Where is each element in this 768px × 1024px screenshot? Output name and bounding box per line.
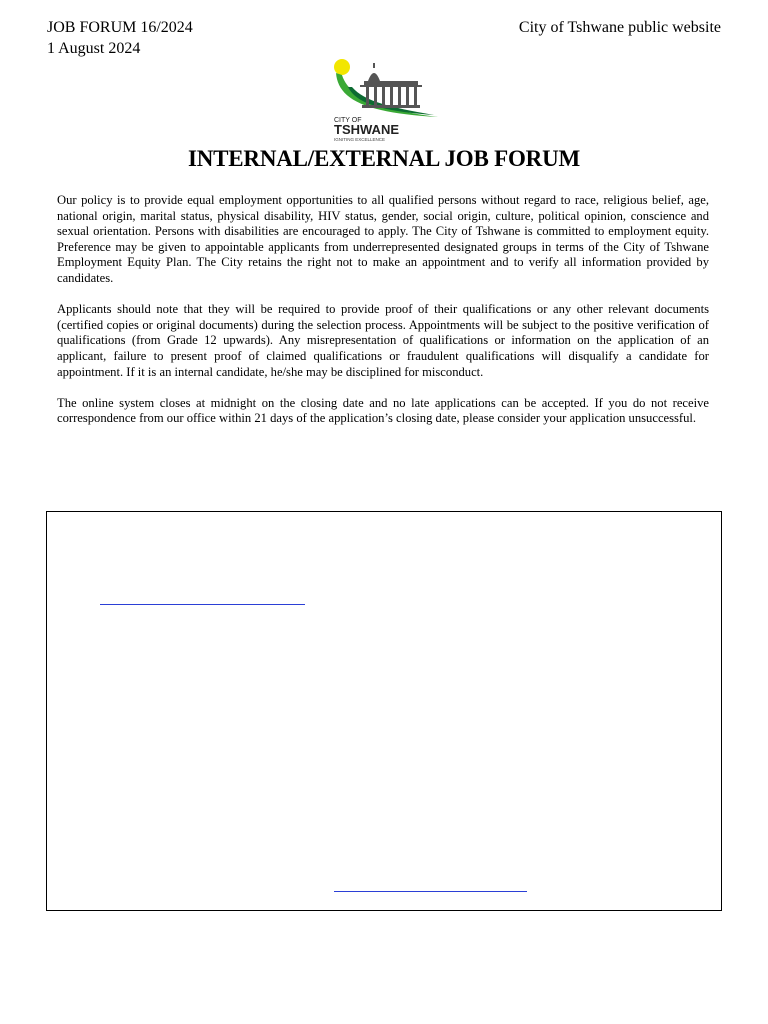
hyperlink-underline-1[interactable]	[100, 604, 305, 605]
page-title: INTERNAL/EXTERNAL JOB FORUM	[187, 146, 581, 171]
publication-date: 1 August 2024	[47, 40, 141, 57]
logo-swoosh	[336, 73, 438, 117]
logo-tagline: IGNITING EXCELLENCE	[334, 137, 386, 142]
hyperlink-underline-2[interactable]	[334, 891, 527, 892]
policy-paragraph-closing: The online system closes at midnight on the closing date and no late applications can be accepted. If you do not receive correspondence from our office within 21 days of the application’s closing date, please consider your application unsuccessful.	[57, 395, 709, 426]
header-left	[47, 17, 193, 59]
job-details-box	[46, 511, 722, 911]
job-forum-number: JOB FORUM 16/2024	[47, 19, 193, 36]
logo-line2: TSHWANE	[334, 122, 399, 137]
logo-sun	[334, 59, 350, 75]
source-label: City of Tshwane public website	[518, 19, 721, 36]
city-of-tshwane-logo	[330, 57, 442, 143]
policy-text	[57, 193, 709, 443]
logo-line1: CITY OF	[334, 117, 362, 124]
policy-paragraph-equal-opportunity: Our policy is to provide equal employment opportunities to all qualified persons without regard to race, religious belief, age, national origin, marital status, physical disability, HIV status, gender, social origin, culture, political opinion, conscience and sexual orientation. Persons with disabilities are encouraged to apply. The City of Tshwane is committed to employment equity. Preference may be given to appointable applicants from underrepresented designated groups in terms of the City of Tshwane Employment Equity Plan. The City retains the right not to make an appointment and to verify all information provided by candidates.	[57, 193, 709, 285]
policy-paragraph-qualifications: Applicants should note that they will be required to provide proof of their qualifications or any other relevant documents (certified copies or original documents) during the selection process. Appointments will be subject to the positive verification of qualifications (from Grade 12 upwards). Any misrepresentation of qualifications or information on the application of an applicant, failure to present proof of claimed qualifications or fraudulent qualifications will disqualify a candidate for appointment. If it is an internal candidate, he/she may be disciplined for misconduct.	[57, 302, 709, 379]
tshwane-logo-icon	[330, 57, 442, 143]
